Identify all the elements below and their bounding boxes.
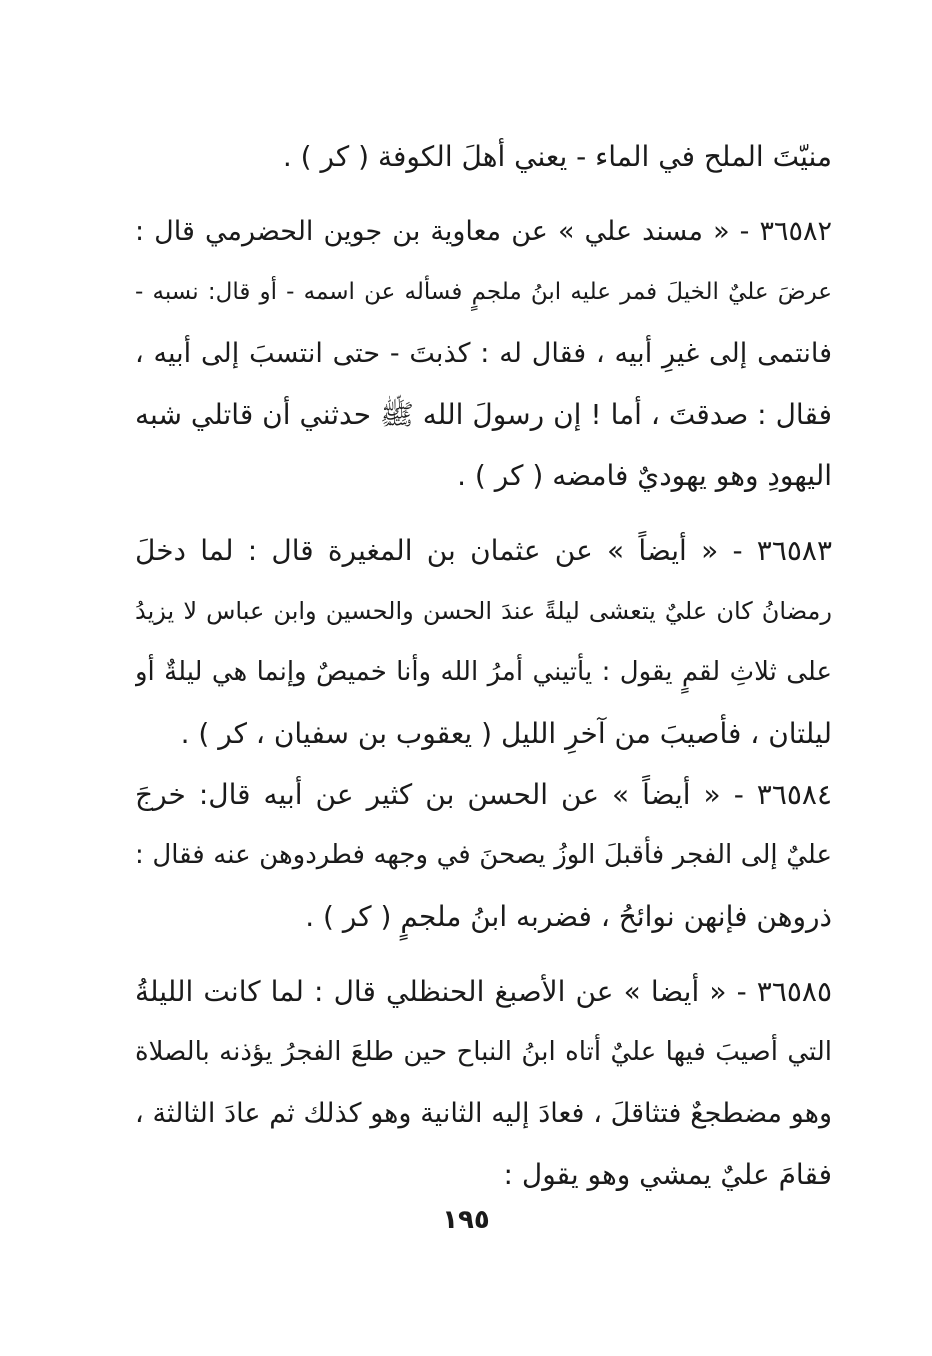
text-line: عرضَ عليٌ الخيلَ فمر عليه ابنُ ملجمٍ فسأله عن اسمه - أو قال: نسبه - (135, 279, 832, 305)
text-line: التي أصيبَ فيها عليٌ أتاه ابنُ النباح حين طلعَ الفجرُ يؤذنه بالصلاة (135, 1037, 832, 1067)
text-line: على ثلاثِ لقمٍ يقول : يأتيني أمرُ الله وأنا خميصٌ وإنما هي ليلةٌ أو (135, 657, 832, 687)
hadith-36584-heading: ٣٦٥٨٤ - « أيضاً » عن الحسن بن كثير عن أبيه قال: خرجَ (135, 778, 832, 811)
hadith-36582-heading: ٣٦٥٨٢ - « مسند علي » عن معاوية بن جوين الحضرمي قال : (135, 216, 832, 247)
text-line: ذروهن فإنهن نوائحُ ، فضربه ابنُ ملجمٍ ( كر ) . (305, 900, 832, 933)
text-line: فقال : صدقتَ ، أما ! إن رسولَ الله ﷺ حدثني أن قاتلي شبه (135, 398, 832, 431)
text-line: فقامَ عليٌ يمشي وهو يقول : (503, 1158, 832, 1191)
text-line: ليلتان ، فأصيبَ من آخرِ الليل ( يعقوب بن سفيان ، كر ) . (180, 717, 832, 750)
text-line: وهو مضطجعٌ فتثاقلَ ، فعادَ إليه الثانية وهو كذلك ثم عادَ الثالثة ، (135, 1098, 832, 1129)
text-line: فانتمى إلى غيرِ أبيه ، فقال له : كذبتَ - حتى انتسبَ إلى أبيه ، (135, 338, 832, 369)
hadith-36583-heading: ٣٦٥٨٣ - « أيضاً » عن عثمان بن المغيرة قال : لما دخلَ (135, 534, 832, 567)
text-line: اليهودِ وهو يهوديٌ فامضه ( كر ) . (457, 459, 832, 492)
page-number: ١٩٥ (442, 1205, 490, 1235)
hadith-36585-heading: ٣٦٥٨٥ - « أيضا » عن الأصبغ الحنظلي قال : لما كانت الليلةُ (135, 975, 832, 1008)
text-line: رمضانُ كان عليٌ يتعشى ليلةً عندَ الحسن والحسين وابن عباس لا يزيدُ (135, 597, 832, 625)
text-line: عليٌ إلى الفجر فأقبلَ الوزُ يصحنَ في وجهه فطردوهن عنه فقال : (135, 840, 832, 870)
text-line: منيّتَ الملح في الماء - يعني أهلَ الكوفة ( كر ) . (282, 140, 832, 173)
page-body (135, 126, 832, 1205)
